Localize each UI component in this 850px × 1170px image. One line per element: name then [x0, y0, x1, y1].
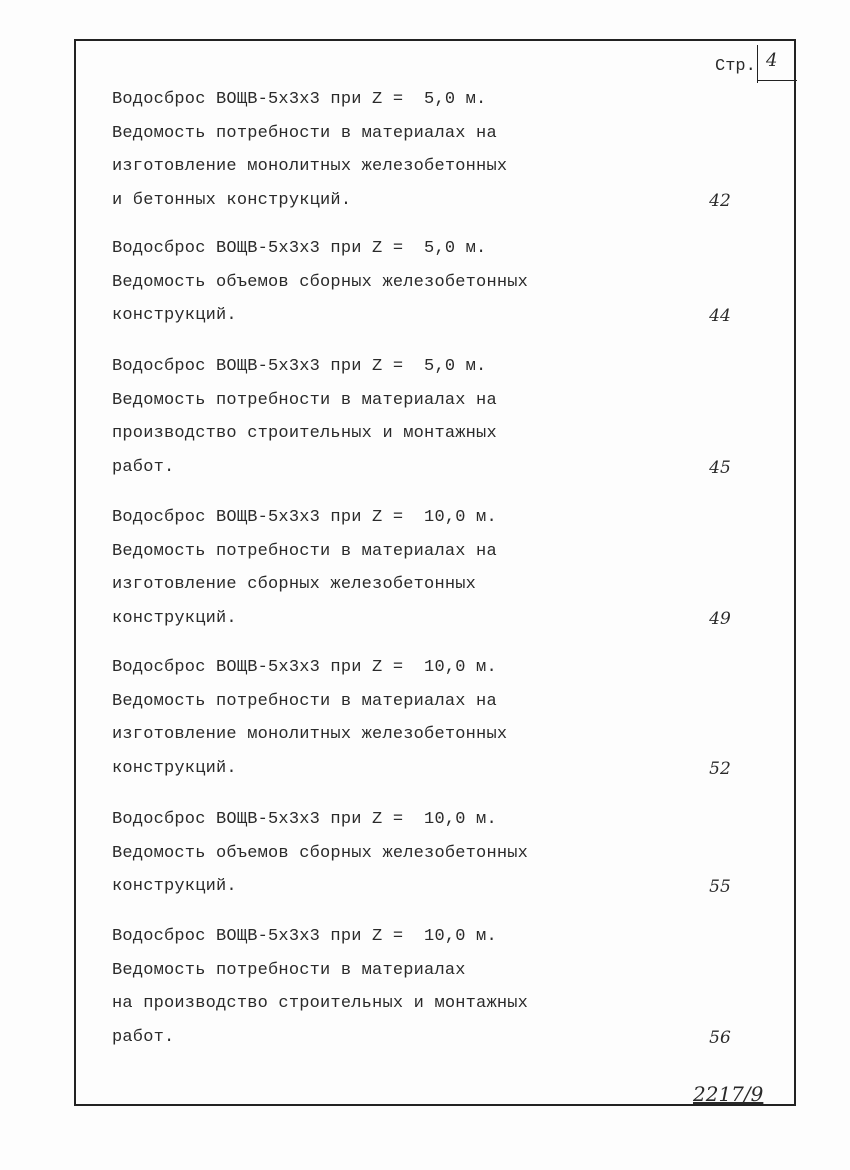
entry-page-number: 49 [709, 608, 731, 629]
entry-description-line: Ведомость потребности в материалах на [112, 390, 497, 410]
entry-description-line: конструкций. [112, 306, 237, 325]
page-box-divider [757, 80, 797, 81]
entry-description-line: Ведомость объемов сборных железобетонных [112, 843, 529, 863]
entry-page-number: 42 [709, 190, 731, 211]
entry-title: Водосброс ВОЩВ-5х3х3 при Z = 10,0 м. [112, 810, 497, 829]
entry-description-line: конструкций. [112, 877, 237, 896]
entry-description-line: конструкций. [112, 758, 237, 778]
entry-description-line: Ведомость потребности в материалах на [112, 123, 497, 143]
entry-title: Водосброс ВОЩВ-5х3х3 при Z = 5,0 м. [112, 357, 487, 376]
entry-description-line: Ведомость потребности в материалах на [112, 691, 497, 711]
entry-description-line: конструкций. [112, 608, 237, 628]
document-code: 2217/9 [693, 1082, 764, 1106]
page-number: 4 [766, 50, 778, 71]
entry-description-line: изготовление монолитных железобетонных [112, 725, 508, 744]
entry-description-line: Ведомость потребности в материалах на [112, 541, 497, 561]
entry-page-number: 52 [709, 758, 731, 779]
entry-description-line: на производство строительных и монтажных [112, 994, 529, 1013]
entry-title: Водосброс ВОЩВ-5х3х3 при Z = 5,0 м. [112, 239, 487, 258]
entry-title: Водосброс ВОЩВ-5х3х3 при Z = 10,0 м. [112, 658, 497, 677]
entry-page-number: 55 [709, 877, 731, 897]
entry-title: Водосброс ВОЩВ-5х3х3 при Z = 10,0 м. [112, 508, 497, 527]
entry-description-line: изготовление сборных железобетонных [112, 575, 477, 594]
entry-description-line: Ведомость потребности в материалах [112, 960, 466, 980]
entry-title: Водосброс ВОЩВ-5х3х3 при Z = 10,0 м. [112, 927, 497, 946]
page-label: Стр. [715, 57, 756, 76]
entry-page-number: 45 [709, 457, 731, 478]
entry-description-line: работ. [112, 1027, 175, 1047]
entry-description-line: и бетонных конструкций. [112, 190, 352, 210]
page-box-divider [757, 45, 758, 83]
entry-title: Водосброс ВОЩВ-5х3х3 при Z = 5,0 м. [112, 90, 487, 109]
entry-page-number: 56 [709, 1027, 731, 1048]
entry-description-line: изготовление монолитных железобетонных [112, 157, 508, 176]
entry-page-number: 44 [709, 306, 731, 326]
entry-description-line: Ведомость объемов сборных железобетонных [112, 272, 529, 292]
entry-description-line: работ. [112, 457, 175, 477]
entry-description-line: производство строительных и монтажных [112, 424, 497, 443]
